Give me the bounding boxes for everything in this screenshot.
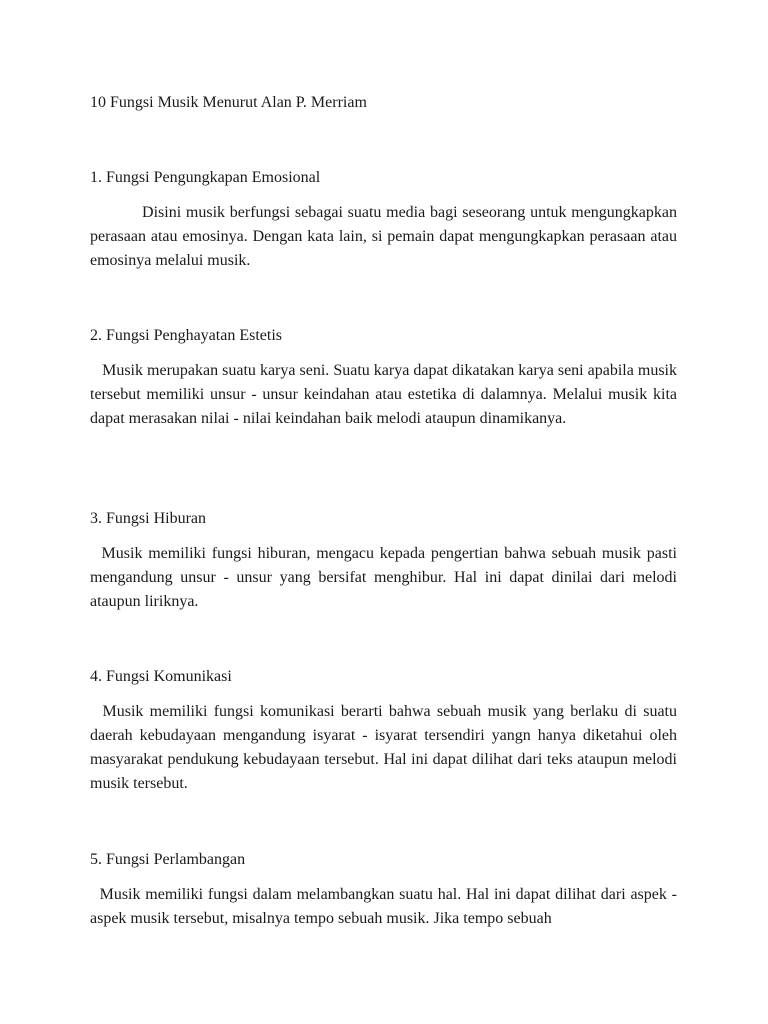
section-paragraph: Musik memiliki fungsi hiburan, mengacu kepada pengertian bahwa sebuah musik pasti mengandung unsur - unsur yang bersifat menghibur. Hal ini dapat dinilai dari melodi ataupun liriknya. — [90, 545, 677, 610]
section-heading: 2. Fungsi Penghayatan Estetis — [90, 327, 282, 344]
section-heading: 3. Fungsi Hiburan — [90, 510, 206, 527]
section-paragraph: Disini musik berfungsi sebagai suatu media bagi seseorang untuk mengungkapkan perasaan atau emosinya. Dengan kata lain, si pemain dapat mengungkapkan perasaan atau emosinya melalui musik. — [90, 204, 677, 269]
section-paragraph: Musik memiliki fungsi dalam melambangkan suatu hal. Hal ini dapat dilihat dari aspek - aspek musik tersebut, misalnya tempo sebuah musik. Jika tempo sebuah — [90, 886, 677, 927]
section-2 — [90, 326, 677, 431]
section-heading: 4. Fungsi Komunikasi — [90, 668, 232, 685]
section-heading: 1. Fungsi Pengungkapan Emosional — [90, 169, 321, 186]
section-paragraph: Musik merupakan suatu karya seni. Suatu karya dapat dikatakan karya seni apabila musik tersebut memiliki unsur - unsur keindahan atau estetika di dalamnya. Melalui musik kita dapat merasakan nilai - nilai keindahan baik melodi ataupun dinamikanya. — [90, 362, 677, 427]
section-1 — [90, 168, 677, 273]
section-heading: 5. Fungsi Perlambangan — [90, 851, 246, 868]
section-paragraph: Musik memiliki fungsi komunikasi berarti bahwa sebuah musik yang berlaku di suatu daerah kebudayaan mengandung isyarat - isyarat tersendiri yangn hanya diketahui oleh masyarakat pendukung kebudayaan tersebut. Hal ini dapat dilihat dari teks ataupun melodi musik tersebut. — [90, 703, 677, 792]
section-3 — [90, 509, 677, 614]
section-4 — [90, 667, 677, 796]
document-title: 10 Fungsi Musik Menurut Alan P. Merriam — [90, 94, 367, 111]
section-5 — [90, 850, 677, 931]
